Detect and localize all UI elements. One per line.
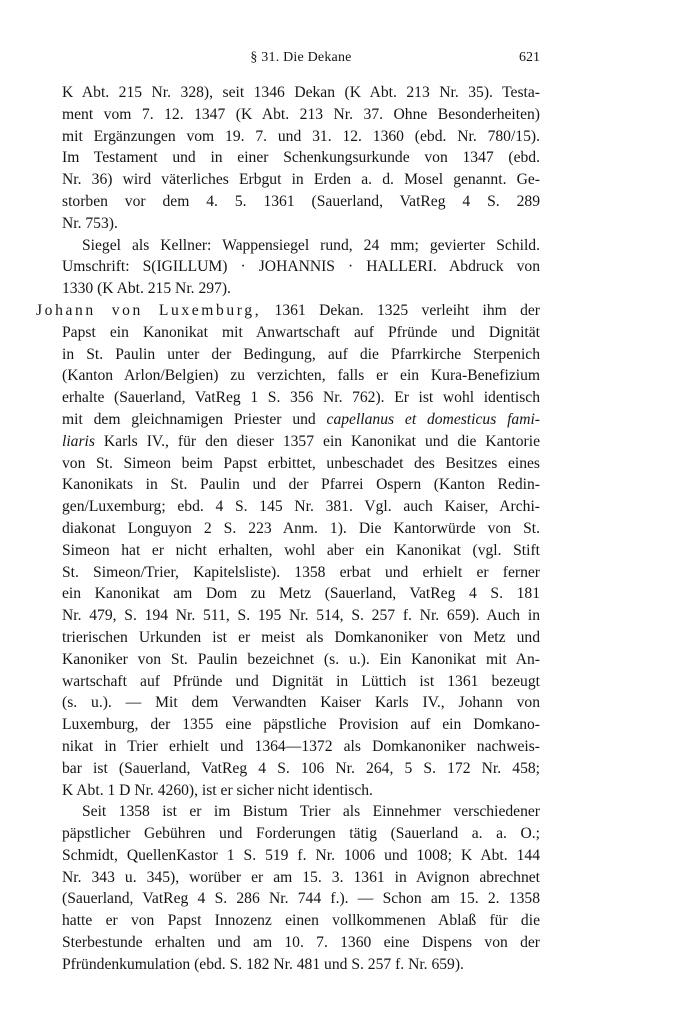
text-line: päpstlicher Gebühren und Forderungen tätig (Sauerland a. a. O.;: [62, 825, 540, 843]
text-line: Kanoniker von St. Paulin bezeichnet (s. u.). Ein Kanonikat mit An-: [62, 650, 540, 668]
text-line: in St. Paulin unter der Bedingung, auf die Pfarrkirche Sterpenich: [62, 345, 540, 363]
text-line: Seit 1358 ist er im Bistum Trier als Einnehmer verschiedener: [82, 803, 540, 821]
text-line: Schmidt, QuellenKastor 1 S. 519 f. Nr. 1006 und 1008; K Abt. 144: [62, 846, 540, 864]
text-line: Papst ein Kanonikat mit Anwartschaft auf Pfründe und Dignität: [62, 323, 540, 341]
text-line: Luxemburg, der 1355 eine päpstliche Provision auf ein Domkano-: [62, 716, 540, 734]
text-line: K Abt. 215 Nr. 328), seit 1346 Dekan (K Abt. 213 Nr. 35). Testa-: [62, 84, 540, 101]
text-line: (Sauerland, VatReg 4 S. 286 Nr. 744 f.). — Schon am 15. 2. 1358: [62, 890, 540, 908]
entry-johann-von-luxemburg: [36, 300, 540, 801]
text-line: Nr. 753).: [62, 214, 118, 232]
text-line: Simeon hat er nicht erhalten, wohl aber ein Kanonikat (vgl. Stift: [62, 541, 540, 559]
paragraph-testament: [62, 82, 540, 235]
text-line: K Abt. 1 D Nr. 4260), ist er sicher nicht identisch.: [62, 781, 373, 799]
text-line: ment vom 7. 12. 1347 (K Abt. 213 Nr. 37. Ohne Besonderheiten): [62, 105, 540, 123]
text-line: mit Ergänzungen vom 19. 7. und 31. 12. 1360 (ebd. Nr. 780/15).: [62, 127, 540, 145]
text-line: Nr. 343 u. 345), worüber er am 15. 3. 1361 in Avignon abrechnet: [62, 868, 540, 886]
text-line: Siegel als Kellner: Wappensiegel rund, 24 mm; gevierter Schild.: [82, 236, 540, 254]
entry-lead: 1361 Dekan. 1325 verleiht ihm der: [261, 301, 540, 319]
text-line: Nr. 479, S. 194 Nr. 511, S. 195 Nr. 514, S. 257 f. Nr. 659). Auch in: [62, 607, 540, 625]
text-line: von St. Simeon beim Papst erbittet, unbeschadet des Besitzes eines: [62, 454, 540, 472]
text-line: Im Testament und in einer Schenkungsurkunde von 1347 (ebd.: [62, 149, 540, 167]
page-body: [36, 82, 540, 976]
running-title: § 31. Die Dekane: [250, 50, 352, 65]
paragraph-collector: [62, 801, 540, 975]
page-number: 621: [519, 50, 540, 65]
text-line: Pfründenkumulation (ebd. S. 182 Nr. 481 und S. 257 f. Nr. 659).: [62, 955, 464, 973]
text-line: storben vor dem 4. 5. 1361 (Sauerland, VatReg 4 S. 289: [62, 192, 540, 210]
text-line: Nr. 36) wird väterliches Erbgut in Erden a. d. Mosel genannt. Ge-: [62, 171, 540, 189]
text-line: hatte er von Papst Innozenz einen vollkommenen Ablaß für die: [62, 912, 540, 930]
text-line-italic-mix: [62, 431, 540, 453]
text-line: Sterbestunde erhalten und am 10. 7. 1360 eine Dispens von der: [62, 934, 540, 952]
text-line: Kanonikats in St. Paulin und der Pfarrei Ospern (Kanton Redin-: [62, 476, 540, 494]
running-head: [62, 50, 540, 70]
text-line: bar ist (Sauerland, VatReg 4 S. 106 Nr. 264, 5 S. 172 Nr. 458;: [62, 759, 540, 777]
text-line: diakonat Longuyon 2 S. 223 Anm. 1). Die Kantorwürde von St.: [62, 519, 540, 537]
text-line: ein Kanonikat am Dom zu Metz (Sauerland, VatReg 4 S. 181: [62, 585, 540, 603]
text-line: (s. u.). — Mit dem Verwandten Kaiser Karls IV., Johann von: [62, 694, 540, 712]
text-line: trierischen Urkunden ist er meist als Domkanoniker von Metz und: [62, 628, 540, 646]
entry-name: Johann von Luxemburg,: [36, 301, 262, 319]
entry-heading-line: [36, 300, 540, 322]
paragraph-seal: [62, 235, 540, 300]
italic-phrase: capellanus et domesticus fami-: [326, 410, 540, 428]
text-line: Umschrift: S(IGILLUM) · JOHANNIS · HALLERI. Abdruck von: [62, 258, 540, 276]
text-fragment: Karls IV., für den dieser 1357 ein Kanonikat und die Kantorie: [94, 432, 540, 450]
text-line: St. Simeon/Trier, Kapitelsliste). 1358 erbat und erhielt er ferner: [62, 563, 540, 581]
text-line: gen/Luxemburg; ebd. 4 S. 145 Nr. 381. Vgl. auch Kaiser, Archi-: [62, 498, 540, 516]
text-fragment: mit dem gleichnamigen Priester und: [62, 410, 316, 428]
text-line: erhalte (Sauerland, VatReg 1 S. 356 Nr. 762). Er ist wohl identisch: [62, 389, 540, 407]
text-line-italic-mix: [62, 409, 540, 431]
text-line: nikat in Trier erhielt und 1364—1372 als Domkanoniker nachweis-: [62, 737, 540, 755]
text-line: wartschaft auf Pfründe und Dignität in Lüttich ist 1361 bezeugt: [62, 672, 540, 690]
text-line: 1330 (K Abt. 215 Nr. 297).: [62, 280, 231, 298]
text-line: (Kanton Arlon/Belgien) zu verzichten, falls er ein Kura-Benefizium: [62, 367, 540, 385]
italic-phrase: liaris: [62, 432, 95, 450]
